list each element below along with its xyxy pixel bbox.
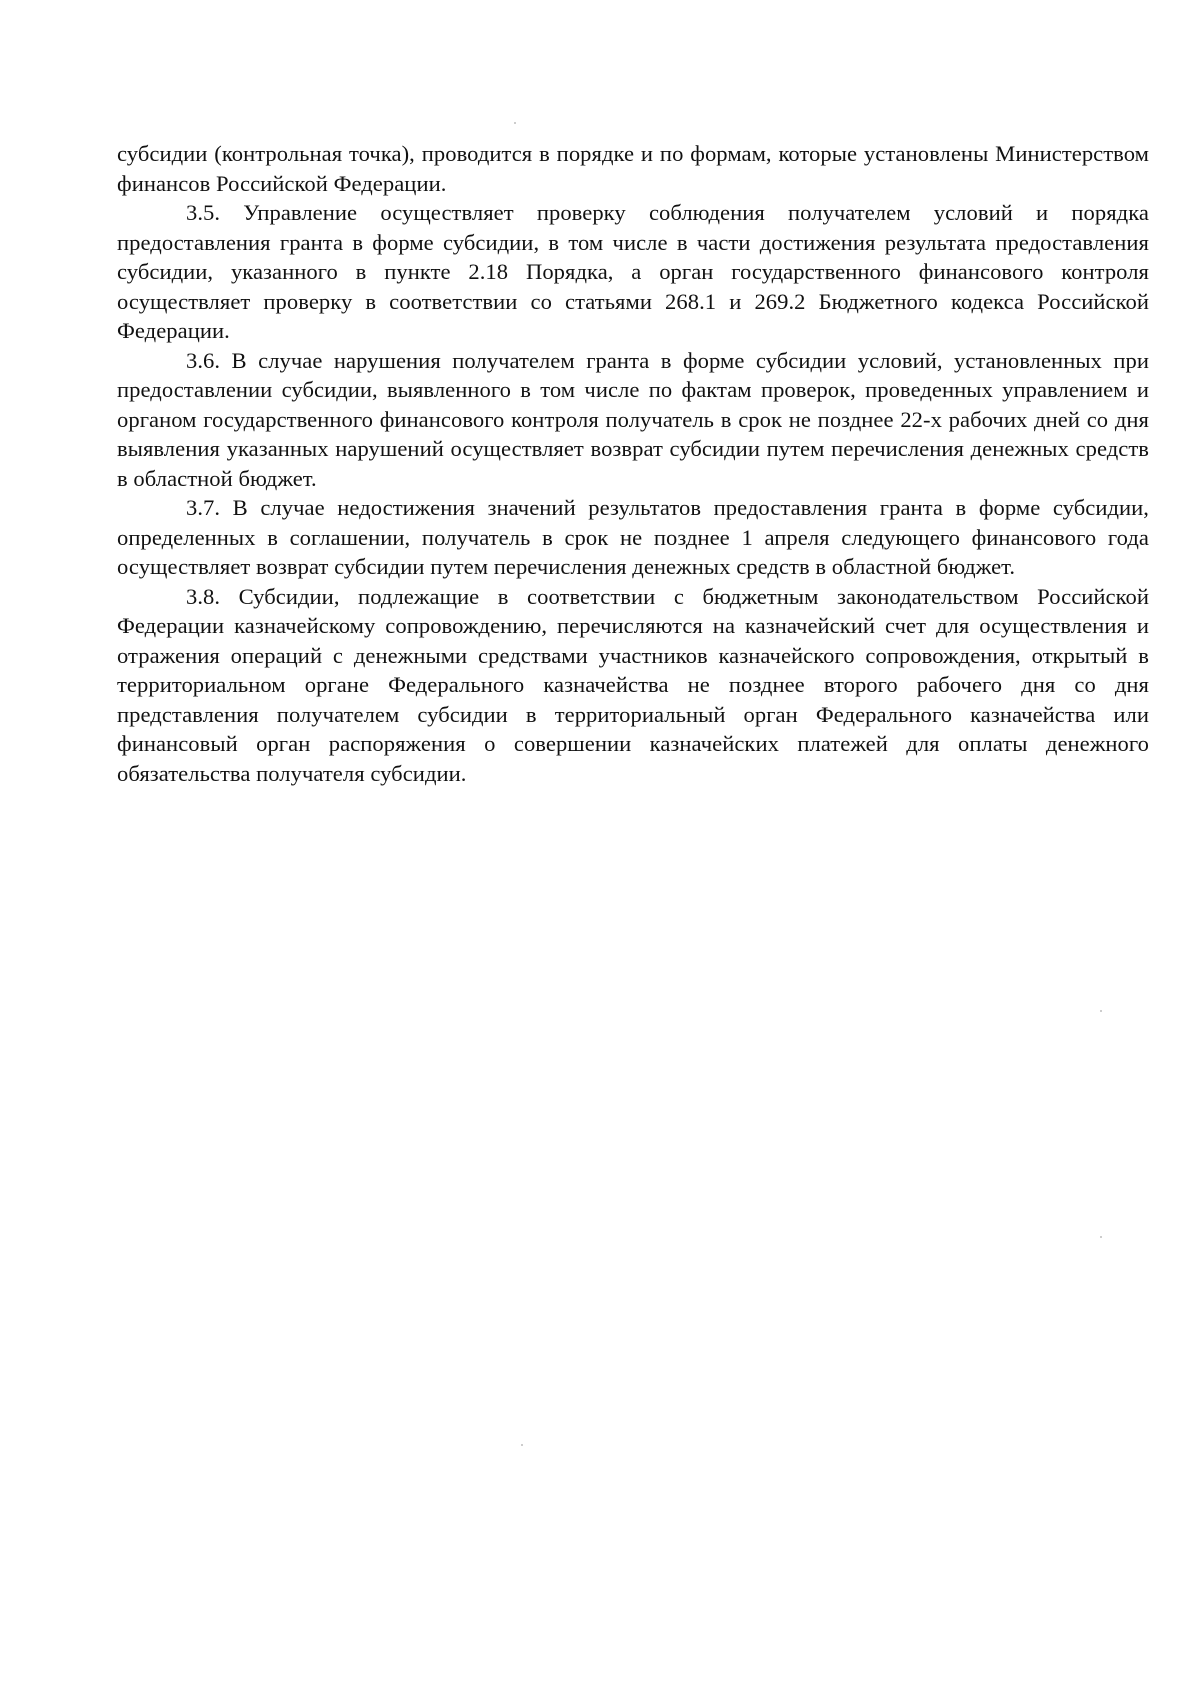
- scan-speck: [1100, 1236, 1102, 1238]
- scan-speck: [521, 1444, 523, 1446]
- paragraph-3-7: 3.7. В случае недостижения значений результатов предоставления гранта в форме субсидии, определенных в соглашении, получатель в срок не позднее 1 апреля следующего финансового года осуществляет возврат субсидии путем перечисления денежных средств в областной бюджет.: [117, 495, 1149, 579]
- scan-speck: [514, 122, 516, 124]
- paragraph-3-8: 3.8. Субсидии, подлежащие в соответствии с бюджетным законодательством Российской Федерации казначейскому сопровождению, перечисляются на казначейский счет для осуществления и отражения операций с денежными средствами участников казначейского сопровождения, открытый в территориальном органе Федерального казначейства не позднее второго рабочего дня со дня представления получателем субсидии в территориальный орган Федерального казначейства или финансовый орган распоряжения о совершении казначейских платежей для оплаты денежного обязательства получателя субсидии.: [117, 583, 1149, 786]
- paragraph-3-6: 3.6. В случае нарушения получателем гранта в форме субсидии условий, установленных при предоставлении субсидии, выявленного в том числе по фактам проверок, проведенных управлением и органом государственного финансового контроля получатель в срок не позднее 22-х рабочих дней со дня выявления указанных нарушений осуществляет возврат субсидии путем перечисления денежных средств в областной бюджет.: [117, 347, 1149, 491]
- scan-speck: [1100, 1010, 1102, 1012]
- document-body: [117, 139, 1149, 788]
- paragraph-3-5: 3.5. Управление осуществляет проверку соблюдения получателем условий и порядка предоставления гранта в форме субсидии, в том числе в части достижения результата предоставления субсидии, указанного в пункте 2.18 Порядка, а орган государственного финансового контроля осуществляет проверку в соответствии со статьями 268.1 и 269.2 Бюджетного кодекса Российской Федерации.: [117, 200, 1149, 343]
- paragraph-continuation: субсидии (контрольная точка), проводится в порядке и по формам, которые установлены Министерством финансов Российской Федерации.: [117, 141, 1149, 196]
